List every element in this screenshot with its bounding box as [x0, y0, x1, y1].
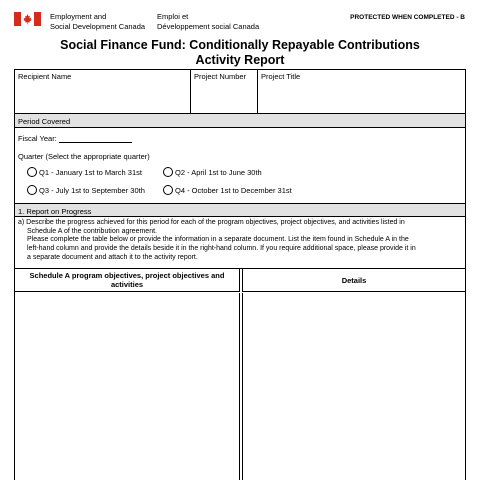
- project-title-field[interactable]: [258, 70, 465, 113]
- progress-instructions: a) Describe the progress achieved for this period for each of the program objectives, project objectives, and activities listed in Schedule A of the contribution agreement. Please complete the table below or provide the information in a separate document. List the item found in Schedule A in the left-hand column and provide the details beside it in the right-hand column. If you require additional space, please provide it in a separate document and attach it to the activity report.: [18, 219, 416, 261]
- quarter-q3-option[interactable]: [27, 186, 145, 196]
- quarter-q2-option[interactable]: [163, 168, 262, 178]
- department-name-fr: Emploi et Développement social Canada: [157, 12, 260, 31]
- table-header-details: Details: [242, 269, 465, 292]
- quarter-q4-option[interactable]: [163, 186, 292, 196]
- quarter-label: Quarter (Select the appropriate quarter): [18, 152, 150, 161]
- radio-button-icon[interactable]: [27, 185, 37, 195]
- fiscal-year-label: Fiscal Year:: [18, 134, 57, 143]
- objectives-input-cell[interactable]: [15, 293, 240, 480]
- recipient-name-field[interactable]: [15, 70, 191, 113]
- fiscal-year-row: [18, 134, 132, 143]
- report-on-progress-header: 1. Report on Progress: [15, 203, 465, 217]
- progress-table: [15, 268, 465, 480]
- project-number-label: Project Number: [194, 72, 247, 81]
- period-covered-header: Period Covered: [15, 114, 465, 128]
- quarter-q4-label: Q4 - October 1st to December 31st: [175, 186, 292, 195]
- radio-button-icon[interactable]: [27, 167, 37, 177]
- recipient-name-label: Recipient Name: [18, 72, 72, 81]
- page-header: [0, 0, 480, 38]
- radio-button-icon[interactable]: [163, 185, 173, 195]
- quarter-q1-label: Q1 - January 1st to March 31st: [39, 168, 142, 177]
- department-name-en: Employment and Social Development Canada: [50, 12, 146, 31]
- project-number-field[interactable]: [191, 70, 258, 113]
- quarter-q2-label: Q2 - April 1st to June 30th: [175, 168, 262, 177]
- quarter-q3-label: Q3 - July 1st to September 30th: [39, 186, 145, 195]
- quarter-q1-option[interactable]: [27, 168, 142, 178]
- details-input-cell[interactable]: [242, 293, 465, 480]
- table-header-objectives: Schedule A program objectives, project objectives and activities: [15, 269, 240, 292]
- radio-button-icon[interactable]: [163, 167, 173, 177]
- activity-report-form: [14, 69, 466, 480]
- form-title: Social Finance Fund: Conditionally Repayable Contributions Activity Report: [60, 38, 420, 67]
- fiscal-year-input[interactable]: [59, 135, 132, 143]
- protected-label: PROTECTED WHEN COMPLETED - B: [350, 14, 465, 21]
- project-title-label: Project Title: [261, 72, 301, 81]
- canada-flag-icon: [14, 12, 41, 26]
- recipient-row: [15, 70, 465, 114]
